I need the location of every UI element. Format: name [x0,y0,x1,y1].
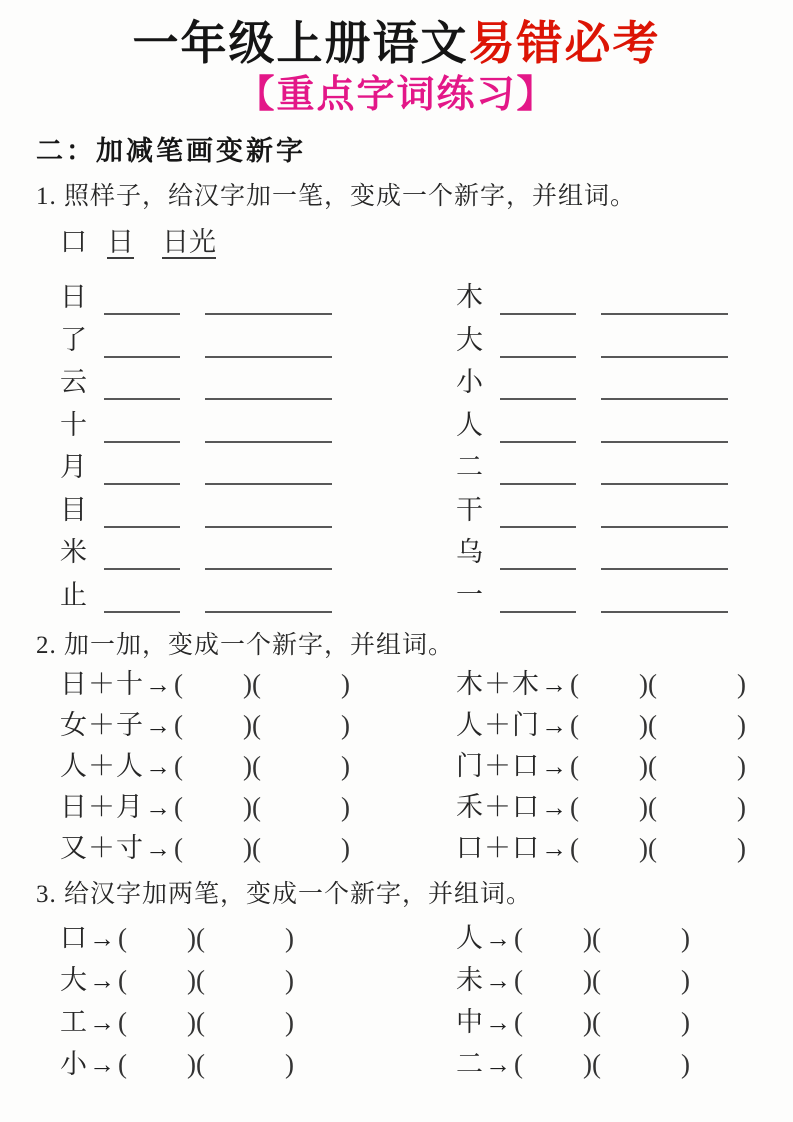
q1-cell [36,404,448,447]
new-char-blank [104,313,180,315]
base-char: 人 [456,923,484,953]
base-char: 二 [456,1049,484,1079]
base-char: 人 [456,409,483,440]
word-blank [205,398,332,400]
paren-close: ) [736,792,746,822]
q3-row [36,917,757,959]
q3-cell [36,1001,448,1043]
new-char-blank [500,398,576,400]
page-title-main: 一年级上册语文 [132,17,469,69]
base-char: 口 [60,923,88,953]
new-char-blank [500,526,576,528]
paren-open: ( [174,669,183,699]
base-char: 止 [60,579,87,610]
arrow-icon: → [89,924,115,953]
q1-row [36,276,757,319]
paren-close: ) [736,833,746,863]
q3-cell [448,1001,757,1043]
paren-close-open: )( [583,1007,601,1037]
paren-open: ( [174,792,183,822]
q3-cell [36,1043,448,1085]
arrow-icon: → [541,834,567,863]
arrow-icon: → [541,793,567,822]
arrow-icon: → [145,793,171,822]
q3-row [36,1001,757,1043]
arrow-icon: → [485,966,511,995]
word-blank [205,611,332,613]
q1-cell [36,319,448,362]
word-blank [205,441,332,443]
base-char: 米 [60,537,87,567]
word-blank [601,398,728,400]
q1-row [36,489,757,532]
paren-close-open: )( [243,792,261,822]
word-blank [601,611,728,613]
q1-cell [36,489,448,532]
paren-close-open: )( [583,965,601,995]
q1-grid [36,276,757,616]
paren-open: ( [514,1049,523,1079]
q1-cell [36,446,448,489]
base-char: 十 [60,409,87,440]
q1-cell [448,531,757,574]
worksheet-body [0,134,793,1085]
arrow-icon: → [145,670,171,699]
word-blank [205,356,332,358]
word-blank [601,526,728,528]
q3-cell [448,959,757,1001]
word-blank [601,313,728,315]
base-char: 目 [60,494,87,525]
q1-cell [36,574,448,617]
q2-grid [36,664,757,869]
q3-row [36,1043,757,1085]
arrow-icon: → [485,1008,511,1037]
new-char-blank [500,568,576,570]
q1-cell [448,574,757,617]
arrow-icon: → [541,752,567,781]
q2-cell [36,664,448,705]
paren-close-open: )( [187,1007,205,1037]
q1-prompt: 1. 照样子，给汉字加一笔，变成一个新字，并组词。 [36,183,637,210]
q3-cell [36,917,448,959]
q2-cell [36,828,448,869]
new-char-blank [104,611,180,613]
q1-cell [36,361,448,404]
paren-open: ( [118,923,127,953]
example-new-char: 日 [107,227,134,257]
base-char: 干 [456,494,483,525]
paren-close: ) [680,1049,690,1079]
q2-row [36,664,757,705]
base-char: 中 [456,1007,484,1037]
paren-open: ( [174,833,183,863]
page-subtitle: 【重点字词练习】 [236,74,557,116]
paren-close: ) [340,669,350,699]
q1-cell [448,276,757,319]
q1-row [36,531,757,574]
new-char-blank [104,441,180,443]
q1-cell [448,404,757,447]
paren-open: ( [570,833,579,863]
paren-close: ) [736,751,746,781]
combine-expression: 日＋月 [60,792,144,822]
new-char-blank [500,313,576,315]
word-blank [601,483,728,485]
q2-cell [448,664,757,705]
paren-close-open: )( [187,923,205,953]
paren-close-open: )( [583,923,601,953]
example-base-char: 口 [60,227,87,257]
paren-open: ( [570,669,579,699]
combine-expression: 又＋寸 [60,833,144,863]
page-title [0,0,793,72]
arrow-icon: → [541,670,567,699]
arrow-icon: → [485,1050,511,1079]
page-title-highlight: 易错必考 [468,17,661,69]
new-char-blank [104,356,180,358]
q2-cell [36,787,448,828]
q3-cell [448,917,757,959]
q1-cell [448,361,757,404]
word-blank [205,483,332,485]
q1-cell [448,446,757,489]
word-blank [601,356,728,358]
q3-cell [36,959,448,1001]
arrow-icon: → [89,1050,115,1079]
q1-row [36,446,757,489]
paren-open: ( [118,1049,127,1079]
base-char: 云 [60,367,87,397]
paren-close: ) [340,710,350,740]
q1-cell [448,319,757,362]
base-char: 一 [456,579,483,610]
paren-close-open: )( [187,1049,205,1079]
q1-cell [36,531,448,574]
new-char-blank [104,483,180,485]
q2-cell [36,746,448,787]
base-char: 大 [60,965,88,995]
example-word: 日光 [162,227,216,257]
paren-open: ( [118,965,127,995]
paren-close: ) [340,792,350,822]
paren-open: ( [174,751,183,781]
paren-close: ) [284,965,294,995]
paren-close: ) [284,1049,294,1079]
combine-expression: 禾＋口 [456,792,540,822]
section-header: 二：加减笔画变新字 [36,136,306,166]
word-blank [205,568,332,570]
base-char: 了 [60,324,87,355]
paren-close-open: )( [639,751,657,781]
q2-prompt: 2. 加一加，变成一个新字，并组词。 [36,632,455,659]
paren-close: ) [284,923,294,953]
q2-cell [36,705,448,746]
new-char-blank [500,483,576,485]
q3-prompt: 3. 给汉字加两笔，变成一个新字，并组词。 [36,881,533,908]
paren-open: ( [570,792,579,822]
paren-open: ( [514,965,523,995]
q2-row [36,828,757,869]
combine-expression: 人＋人 [60,751,144,781]
arrow-icon: → [89,1008,115,1037]
base-char: 未 [456,965,484,995]
base-char: 月 [60,452,87,482]
q1-cell [36,276,448,319]
q2-cell [448,787,757,828]
arrow-icon: → [89,966,115,995]
word-blank [601,441,728,443]
new-char-blank [500,611,576,613]
q3-cell [448,1043,757,1085]
q2-row [36,746,757,787]
paren-open: ( [570,751,579,781]
base-char: 工 [60,1007,88,1037]
q1-example-row [60,222,757,262]
paren-close: ) [736,669,746,699]
new-char-blank [104,398,180,400]
word-blank [601,568,728,570]
base-char: 小 [456,367,483,397]
paren-close: ) [680,923,690,953]
q1-cell [448,489,757,532]
base-char: 小 [60,1049,88,1079]
paren-close: ) [680,1007,690,1037]
word-blank [205,526,332,528]
paren-open: ( [174,710,183,740]
paren-close: ) [736,710,746,740]
arrow-icon: → [145,711,171,740]
combine-expression: 口＋口 [456,833,540,863]
paren-close-open: )( [639,710,657,740]
paren-close-open: )( [243,669,261,699]
arrow-icon: → [485,924,511,953]
q1-row [36,404,757,447]
arrow-icon: → [541,711,567,740]
q1-row [36,361,757,404]
paren-open: ( [514,923,523,953]
paren-open: ( [514,1007,523,1037]
new-char-blank [500,441,576,443]
base-char: 木 [456,282,483,312]
q3-row [36,959,757,1001]
paren-close: ) [284,1007,294,1037]
base-char: 乌 [456,537,483,567]
paren-close-open: )( [243,710,261,740]
paren-open: ( [118,1007,127,1037]
q2-row [36,787,757,828]
arrow-icon: → [145,834,171,863]
q2-cell [448,705,757,746]
combine-expression: 木＋木 [456,669,540,699]
base-char: 日 [60,282,87,312]
q2-cell [448,746,757,787]
word-blank [205,313,332,315]
paren-close: ) [680,965,690,995]
q1-row [36,319,757,362]
paren-open: ( [570,710,579,740]
paren-close-open: )( [639,833,657,863]
q1-row [36,574,757,617]
q2-row [36,705,757,746]
paren-close-open: )( [243,833,261,863]
paren-close-open: )( [639,669,657,699]
new-char-blank [104,526,180,528]
new-char-blank [104,568,180,570]
new-char-blank [500,356,576,358]
q3-grid [36,917,757,1085]
paren-close-open: )( [187,965,205,995]
base-char: 二 [456,452,483,482]
paren-close-open: )( [639,792,657,822]
combine-expression: 门＋口 [456,751,540,781]
combine-expression: 日＋十 [60,669,144,699]
combine-expression: 人＋门 [456,710,540,740]
arrow-icon: → [145,752,171,781]
base-char: 大 [456,324,483,355]
q2-cell [448,828,757,869]
combine-expression: 女＋子 [60,710,144,740]
paren-close: ) [340,833,350,863]
paren-close-open: )( [583,1049,601,1079]
paren-close-open: )( [243,751,261,781]
paren-close: ) [340,751,350,781]
